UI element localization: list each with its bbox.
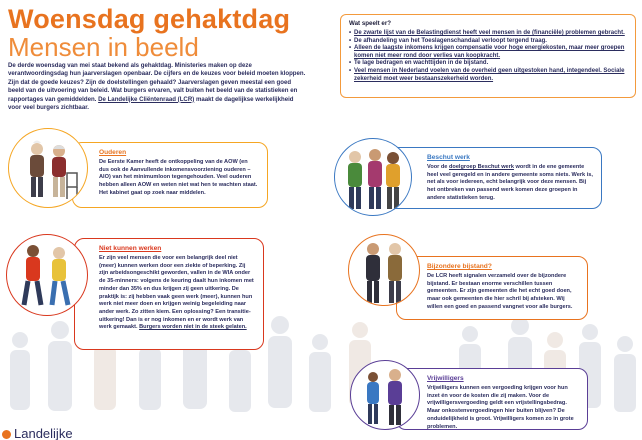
list-item[interactable]: • Alleen de laagste inkomens krijgen compensatie voor hoge energiekosten, maar meer groepen komen niet meer rond door verlies van koopkracht. (349, 45, 627, 60)
intro-text: De derde woensdag van mei staat bekend als gehaktdag. Ministeries maken op deze verantwoordingsdag hun jaarverslagen openbaar. De cijfers en de keuzes voor beleid moeten kloppen. Zijn dat de goede keuzes? Zijn de doelstellingen gehaald? Jaarverslagen geven meestal een goed beeld van de uitvoering van beleid. Wat burgers ervaren, valt buiten het beeld van de statistieken en rapportages van gemiddelden. (8, 62, 306, 103)
lcr-link[interactable]: De Landelijke Cliëntenraad (LCR) (98, 95, 195, 103)
list-item: • De afhandeling van het Toeslagenschandaal verloopt tergend traag. (349, 38, 627, 46)
list-item[interactable]: • De zwarte lijst van de Belastingdienst heeft veel mensen in de (financiële) problemen gebracht. (349, 30, 627, 38)
what-plays-heading: Wat speelt er? (349, 20, 392, 27)
footer-text: Landelijke (14, 426, 73, 440)
card-vrijwilligers-title[interactable]: Vrijwilligers (427, 375, 464, 382)
card-ouderen (72, 142, 268, 208)
card-ouderen-text: De Eerste Kamer heeft de ontkoppeling van de AOW (en dus ook de Aanvullende inkomensvoorziening ouderen – AIO) van het minimumloon tegengehouden. Veel ouderen hebben alleen AOW en weten niet wat hen te wachten staat. Het kabinet gaat op zoek naar middelen. (99, 159, 258, 196)
card-beschut-werk-title[interactable]: Beschut werk (427, 154, 470, 161)
two-men-illustration (348, 234, 420, 306)
card-bijzondere-bijstand-text: De LCR heeft signalen verzameld over de bijzondere bijstand. Er bestaan enorme verschillen tussen gemeenten. Er zijn gemeenten die het echt goed doen, maar ook gemeenten die hier schril bij afsteken. Wij willen een goed en passend vangnet voor alle burgers. (427, 273, 573, 310)
card-vrijwilligers-text: Vrijwilligers kunnen een vergoeding krijgen voor hun inzet én voor de kosten die zij maken. Voor de vrijwilligersvergoeding geldt een vrijstellingsbedrag. Maar onkostenvergoedingen hier buiten blijven? De onduidelijkheid is groot. Vrijwilligers komen zo in grote problemen. (427, 385, 574, 430)
footer-dot-icon (2, 430, 11, 439)
walking-people-illustration (6, 234, 88, 316)
elderly-couple-illustration (8, 128, 88, 208)
card-ouderen-title[interactable]: Ouderen (99, 149, 127, 156)
steek-gelaten-link[interactable]: Burgers worden niet in de steek gelaten. (139, 324, 247, 331)
card-niet-kunnen-werken (74, 238, 264, 350)
page-title: Woensdag gehaktdag (8, 4, 291, 34)
list-item[interactable]: • Veel mensen in Nederland voelen van de overheid geen uitgestoken hand, integendeel. Sociale zekerheid moet weer bestaanszekerheid worden. (349, 68, 627, 83)
card-bijzondere-bijstand (396, 256, 588, 320)
card-beschut-werk-text: Voor de doelgroep Beschut werk wordt in de ene gemeente heel veel geregeld en in andere gemeente soms niets. Werk is, net als voor iedereen, echt belangrijk voor deze mensen. Bij het ontbreken van passend werk komen deze groepen in andere statistieken terug. (427, 164, 593, 201)
what-plays-box (340, 14, 636, 98)
list-item: • Te lage bedragen en wachttijden in de bijstand. (349, 60, 627, 68)
doelgroep-link[interactable]: doelgroep Beschut werk (448, 164, 514, 170)
card-bijzondere-bijstand-title[interactable]: Bijzondere bijstand? (427, 263, 492, 270)
volunteers-illustration (350, 360, 420, 430)
intro-paragraph (8, 62, 308, 112)
group-of-people-illustration (334, 138, 412, 216)
card-vrijwilligers (396, 368, 588, 430)
card-beschut-werk (386, 147, 602, 209)
card-niet-kunnen-werken-text: Er zijn veel mensen die voor een belangrijk deel niet (meer) kunnen werken door een ziekte of beperking. Zij zijn arbeidsongeschikt geworden, vallen in de WIA onder de 35-minners: volgens de keuring daalt hun inkomen met minder dan 35% en dus krijgen zij geen uitkering. De praktijk is: zij hebben vaak geen werk (meer), kunnen hun werk niet meer doen en krijgen weinig begeleiding naar ander werk. Zo zitten kiem. Een oplossing? Een transitie-uitkering! Dan is er nog inkomen en er wordt werk van werk gemaakt. Burgers worden niet in de steek gelaten. (99, 255, 254, 331)
intro-text-end: maakt de dagelijkse werkelijkheid voor veel burgers zichtbaar. (8, 95, 294, 112)
what-plays-list (349, 30, 627, 83)
page-subtitle: Mensen in beeld (8, 32, 199, 62)
card-niet-kunnen-werken-title[interactable]: Niet kunnen werken (99, 245, 162, 252)
